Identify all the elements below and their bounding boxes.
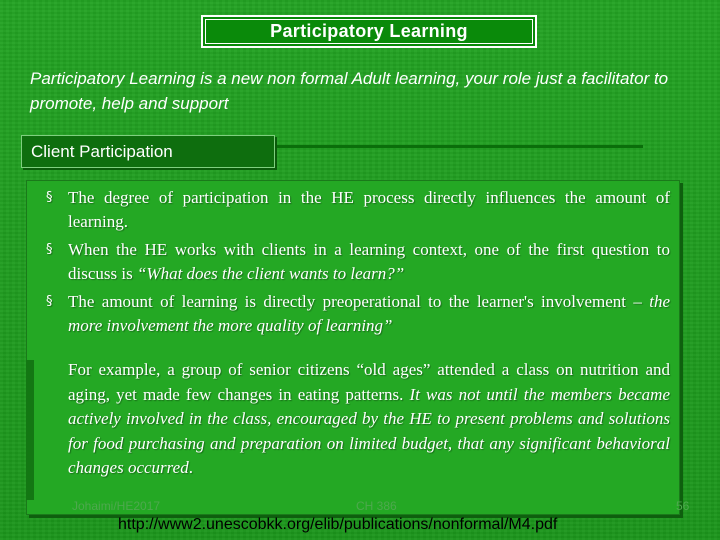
content-panel-shadow-strip [26,360,34,500]
bullet-text: The degree of participation in the HE process directly influences the amount of learning. [68,188,670,231]
section-sign-bullet-icon: § [46,242,53,257]
section-divider [275,145,643,148]
bullet-text-italic: – the more involvement the more quality of learning” [68,292,670,335]
example-text: For example, a group of senior citizens “old ages” attended a class on nutrition and aging, yet made few changes in eating patterns. [68,360,670,404]
list-item [46,290,670,338]
footer-course: CH 386 [356,499,397,513]
bullet-text: When the HE works with clients in a learning context, one of the first question to discuss is [68,240,670,283]
section-sign-bullet-icon: § [46,190,53,205]
section-sign-bullet-icon: § [46,294,53,309]
list-item [46,186,670,234]
bullet-text-italic: “What does the client wants to learn?” [136,264,405,283]
slide-title: Participatory Learning [270,21,468,41]
footer-author: Johaimi/HE2017 [72,499,161,513]
example-paragraph [68,358,670,481]
source-url-link[interactable]: http://www2.unescobkk.org/elib/publications/nonformal/M4.pdf [118,516,558,533]
section-header: Client Participation [31,141,173,161]
bullet-list [46,186,670,342]
bullet-text: The amount of learning is directly preoperational to the learner's involvement [68,292,634,311]
list-item [46,238,670,286]
slide-title-box [201,15,537,48]
example-text-italic: It was not until the members became actively involved in the class, encouraged by the HE to present problems and solutions for food purchasing and preparation on limited budget, that any significant behavioral changes occurred [68,384,670,477]
footer-page-number: 56 [676,499,690,513]
section-header-box [21,135,275,168]
intro-text: Participatory Learning is a new non formal Adult learning, your role just a facilitator to promote, help and support [30,69,669,113]
example-text-end: . [188,458,193,477]
